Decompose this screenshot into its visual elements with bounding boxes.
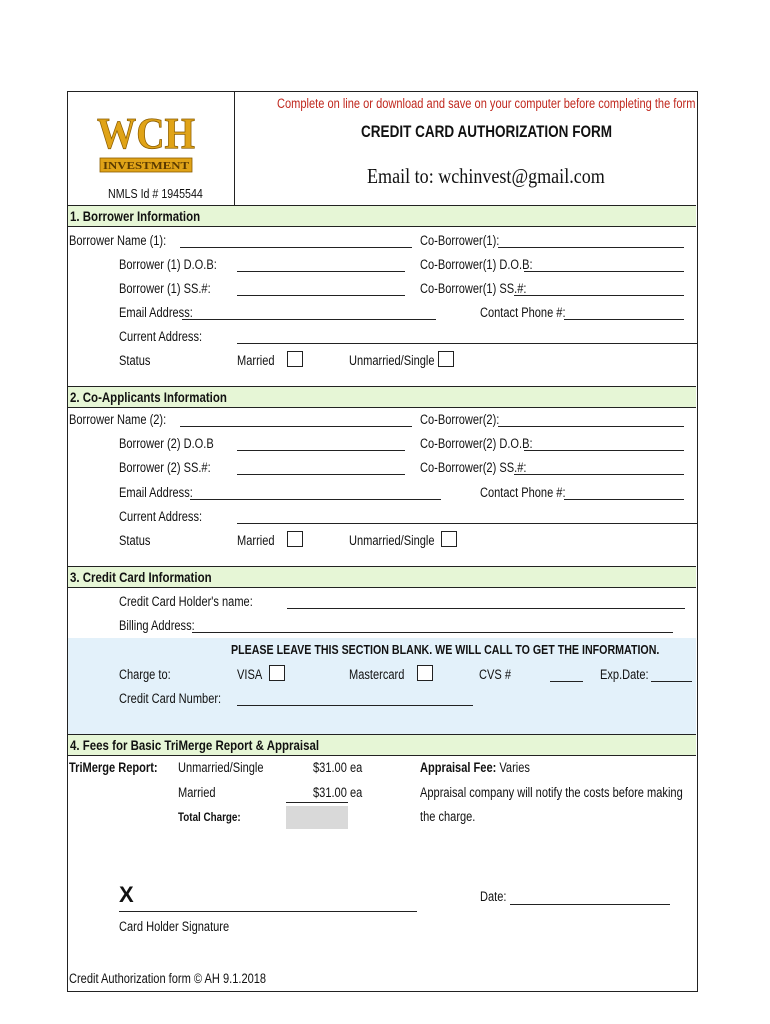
s1-borrower-name-field[interactable]	[180, 247, 412, 248]
footer-text: Credit Authorization form © AH 9.1.2018	[69, 971, 267, 986]
s2-ss-label: Borrower (2) SS.#:	[119, 460, 211, 475]
s3-billing-field[interactable]	[192, 632, 673, 633]
s4-appraisal-fee	[420, 760, 530, 775]
s4-married-label: Married	[178, 785, 216, 800]
signature-x-mark: X	[119, 882, 134, 907]
s4-unmarried-fee: $31.00	[313, 760, 347, 775]
section-2-heading: 2. Co-Applicants Information	[68, 386, 696, 408]
s4-trimerge-label: TriMerge Report:	[69, 760, 158, 775]
wch-logo	[96, 106, 196, 178]
s3-charge-to-label: Charge to:	[119, 667, 171, 682]
s2-email-field[interactable]	[190, 499, 441, 500]
s2-status-label: Status	[119, 533, 151, 548]
s4-total-field[interactable]	[286, 806, 348, 829]
signature-field[interactable]	[119, 911, 417, 912]
s4-appraisal-label: Appraisal Fee:	[420, 760, 497, 775]
s3-leave-blank-notice: PLEASE LEAVE THIS SECTION BLANK. WE WILL CALL TO GET THE INFORMATION.	[231, 642, 660, 657]
s1-dob-label: Borrower (1) D.O.B:	[119, 257, 217, 272]
email-line: Email to: wchinvest@gmail.com	[367, 164, 605, 188]
s1-co-borrower-label: Co-Borrower(1):	[420, 233, 500, 248]
s1-address-field[interactable]	[237, 343, 698, 344]
s1-email-field[interactable]	[182, 319, 436, 320]
s2-ss-field[interactable]	[237, 474, 405, 475]
s2-unmarried-label: Unmarried/Single	[349, 533, 435, 548]
section-4-heading: 4. Fees for Basic TriMerge Report & Appraisal	[68, 734, 696, 756]
s4-appraisal-value: Varies	[499, 760, 530, 775]
header-notice: Complete on line or download and save on your computer before completing the form	[277, 96, 696, 111]
s4-unmarried-ea: ea	[350, 760, 363, 775]
s2-email-label: Email Address:	[119, 485, 193, 500]
signature-date-label: Date:	[480, 889, 507, 904]
s4-married-ea: ea	[350, 785, 363, 800]
s3-holder-field[interactable]	[287, 608, 685, 609]
s4-fee-underline	[286, 802, 348, 803]
s1-married-label: Married	[237, 353, 275, 368]
s2-co-ss-field[interactable]	[514, 474, 684, 475]
s1-email-label: Email Address:	[119, 305, 193, 320]
s2-address-label: Current Address:	[119, 509, 203, 524]
s1-phone-label: Contact Phone #:	[480, 305, 566, 320]
svg-text:WCH: WCH	[97, 109, 195, 158]
s1-co-dob-label: Co-Borrower(1) D.O.B:	[420, 257, 533, 272]
s2-married-checkbox[interactable]	[287, 531, 303, 547]
s2-dob-label: Borrower (2) D.O.B	[119, 436, 214, 451]
signature-date-field[interactable]	[510, 904, 670, 905]
s1-married-checkbox[interactable]	[287, 351, 303, 367]
s1-unmarried-checkbox[interactable]	[438, 351, 454, 367]
s3-mastercard-checkbox[interactable]	[417, 665, 433, 681]
svg-text:INVESTMENT: INVESTMENT	[103, 160, 190, 172]
nmls-id: NMLS Id # 1945544	[108, 186, 203, 201]
s4-unmarried-label: Unmarried/Single	[178, 760, 264, 775]
s3-exp-label: Exp.Date:	[600, 667, 649, 682]
s1-co-borrower-field[interactable]	[498, 247, 684, 248]
s3-visa-checkbox[interactable]	[269, 665, 285, 681]
s2-co-borrower-field[interactable]	[498, 426, 684, 427]
s2-co-borrower-label: Co-Borrower(2):	[420, 412, 500, 427]
s2-borrower-name-label: Borrower Name (2):	[69, 412, 167, 427]
s4-appraisal-note-line1: Appraisal company will notify the costs before making	[420, 785, 683, 800]
s3-visa-label: VISA	[237, 667, 263, 682]
header-divider	[234, 92, 235, 205]
s3-holder-label: Credit Card Holder's name:	[119, 594, 253, 609]
s4-appraisal-note-line2: the charge.	[420, 809, 476, 824]
s3-billing-label: Billing Address:	[119, 618, 195, 633]
s2-phone-label: Contact Phone #:	[480, 485, 566, 500]
s1-status-label: Status	[119, 353, 151, 368]
s1-ss-field[interactable]	[237, 295, 405, 296]
s4-married-fee: $31.00	[313, 785, 347, 800]
s2-married-label: Married	[237, 533, 275, 548]
s3-mastercard-label: Mastercard	[349, 667, 405, 682]
s3-card-number-label: Credit Card Number:	[119, 691, 222, 706]
s1-co-ss-field[interactable]	[514, 295, 684, 296]
section-3-heading: 3. Credit Card Information	[68, 566, 696, 588]
s2-co-dob-label: Co-Borrower(2) D.O.B:	[420, 436, 533, 451]
s3-card-number-field[interactable]	[237, 705, 473, 706]
s2-co-dob-field[interactable]	[524, 450, 684, 451]
section-1-heading: 1. Borrower Information	[68, 205, 696, 227]
s2-co-ss-label: Co-Borrower(2) SS.#:	[420, 460, 527, 475]
s1-co-dob-field[interactable]	[524, 271, 684, 272]
s1-unmarried-label: Unmarried/Single	[349, 353, 435, 368]
s2-dob-field[interactable]	[237, 450, 405, 451]
s3-exp-field[interactable]	[651, 681, 692, 682]
s1-address-label: Current Address:	[119, 329, 203, 344]
s1-dob-field[interactable]	[237, 271, 405, 272]
s3-cvs-label: CVS #	[479, 667, 512, 682]
credit-card-authorization-form	[67, 91, 698, 992]
s1-ss-label: Borrower (1) SS.#:	[119, 281, 211, 296]
s2-phone-field[interactable]	[564, 499, 684, 500]
signature-label: Card Holder Signature	[119, 919, 230, 934]
s3-cvs-field[interactable]	[550, 681, 583, 682]
s2-address-field[interactable]	[237, 523, 698, 524]
s1-phone-field[interactable]	[564, 319, 684, 320]
s4-total-label: Total Charge:	[178, 810, 241, 824]
form-title: CREDIT CARD AUTHORIZATION FORM	[361, 123, 613, 141]
s2-borrower-name-field[interactable]	[180, 426, 412, 427]
s2-unmarried-checkbox[interactable]	[441, 531, 457, 547]
s1-borrower-name-label: Borrower Name (1):	[69, 233, 167, 248]
s1-co-ss-label: Co-Borrower(1) SS.#:	[420, 281, 527, 296]
